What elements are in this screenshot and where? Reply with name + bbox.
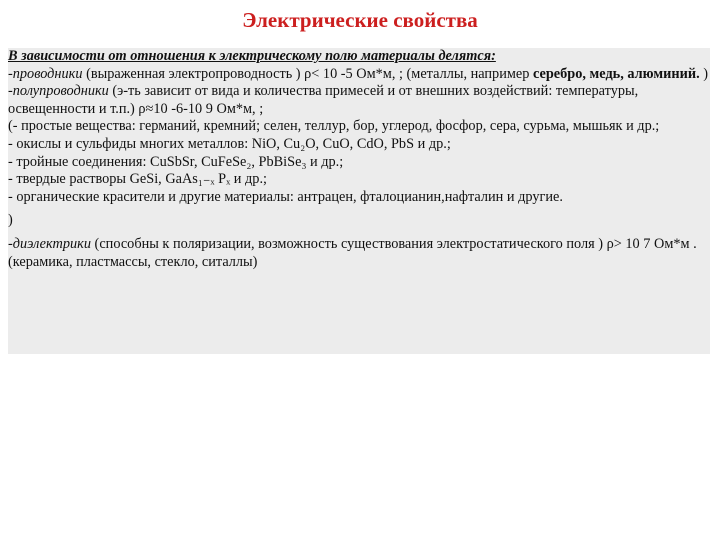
ternary-compounds-line: - тройные соединения: CuSbSr, CuFeSe₂, PbBiSe₃ и др.; (8, 153, 344, 170)
oxides-line: - окислы и сульфиды многих металлов: NiO, Cu₂O, CuO, CdO, PbS и др.; (8, 135, 451, 152)
solid-solutions-line: - твердые растворы GeSi, GaAs₁₋ₓ Pₓ и др.; (8, 171, 267, 188)
conductors-examples: серебро, медь, алюминий. (532, 65, 700, 82)
semiconductors-term: -полупроводники (8, 83, 109, 100)
conductors-text: (выраженная электропроводность ) ρ< 10 -5 Ом*м, ; (металлы, например (82, 65, 533, 82)
simple-substances-line: (- простые вещества: германий, кремний; селен, теллур, бор, углерод, фосфор, сера, сурьма, мышьяк и др.; (8, 118, 660, 135)
closing-paren: ) (8, 212, 13, 229)
conductors-paragraph (8, 66, 710, 84)
semiconductors-paragraph (8, 83, 710, 118)
slide-title: Электрические свойства (242, 8, 478, 32)
conductors-term: -проводники (8, 65, 83, 82)
conductors-close: ) (699, 65, 709, 82)
dielectrics-term: -диэлектрики (8, 235, 91, 252)
semiconductors-text: (э-ть зависит от вида и количества примесей и от внешних воздействий: температуры, освещенности и т.п.) ρ≈10 -6-10 9 Ом*м, ; (8, 83, 639, 117)
content-box (8, 48, 710, 354)
organic-materials-line: - органические красители и другие материалы: антрацен, фталоцианин,нафталин и другие. (8, 188, 563, 205)
section-subtitle: В зависимости от отношения к электрическому полю материалы делятся: (8, 48, 496, 64)
dielectrics-text: (способны к поляризации, возможность существования электростатического поля ) ρ> 10 7 Ом*м . (керамика, пластмассы, стекло, ситаллы) (8, 235, 697, 270)
dielectrics-paragraph (8, 236, 710, 271)
